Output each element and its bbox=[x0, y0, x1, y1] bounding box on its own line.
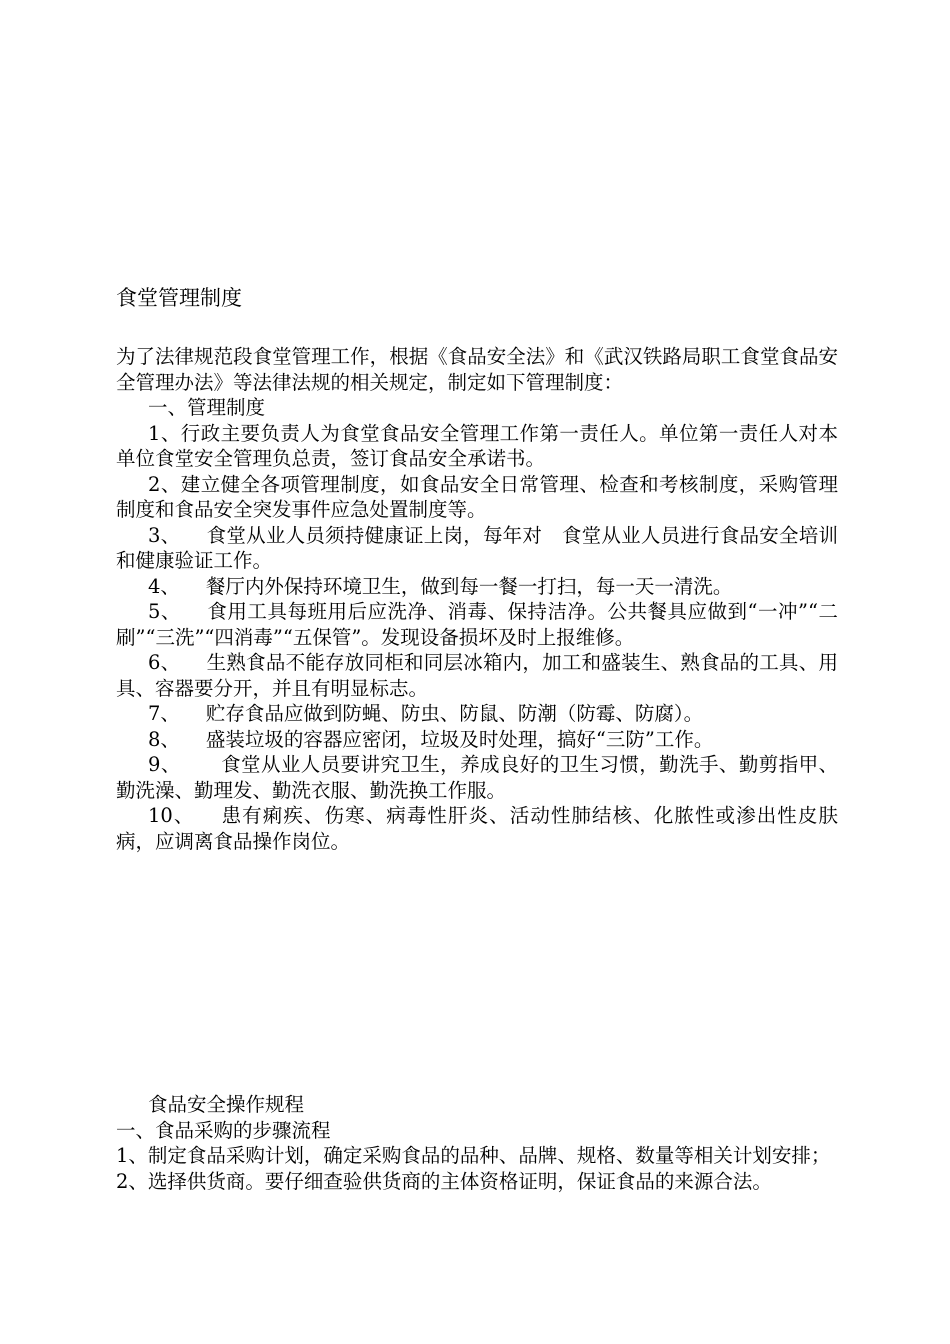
rule-text: 食堂从业人员要讲究卫生，养成良好的卫生习惯，勤洗手、勤剪指甲、勤洗澡、勤理发、勤洗衣服、勤洗换工作服。 bbox=[116, 753, 838, 802]
rule-number: 1、 bbox=[148, 421, 181, 445]
rule-number: 10、 bbox=[148, 804, 195, 827]
rule-item-1 bbox=[116, 421, 838, 472]
document-body bbox=[116, 344, 838, 854]
rule-number: 8、 bbox=[148, 727, 180, 751]
rule-text: 生熟食品不能存放同柜和同层冰箱内，加工和盛装生、熟食品的工具、用具、容器要分开，并且有明显标志。 bbox=[116, 651, 838, 700]
rule-item-3 bbox=[116, 523, 838, 574]
rule-number: 4、 bbox=[148, 574, 180, 598]
rule-number: 3、 bbox=[148, 523, 181, 547]
rule-item-8 bbox=[116, 727, 838, 753]
rule-text: 建立健全各项管理制度，如食品安全日常管理、检查和考核制度，采购管理制度和食品安全突发事件应急处置制度等。 bbox=[116, 472, 838, 521]
section-subheading: 一、食品采购的步骤流程 bbox=[116, 1118, 331, 1142]
rule-number: 7、 bbox=[148, 702, 180, 725]
rule-item-10 bbox=[116, 803, 838, 854]
rule-item-9 bbox=[116, 752, 838, 803]
rule-text: 食堂从业人员须持健康证上岗，每年对 食堂从业人员进行食品安全培训和健康验证工作。 bbox=[116, 523, 838, 572]
rule-text: 食用工具每班用后应洗净、消毒、保持洁净。公共餐具应做到“一冲”“二刷”“三洗”“四消毒”“五保管”。发现设备损坏及时上报维修。 bbox=[116, 600, 838, 649]
rule-text: 餐厅内外保持环境卫生，做到每一餐一打扫，每一天一清洗。 bbox=[205, 574, 733, 598]
rule-number: 2、 bbox=[148, 472, 181, 496]
rule-item-4 bbox=[116, 574, 838, 600]
intro-paragraph: 为了法律规范段食堂管理工作，根据《食品安全法》和《武汉铁路局职工食堂食品安全管理办法》等法律法规的相关规定，制定如下管理制度： bbox=[116, 345, 838, 394]
document-title: 食堂管理制度 bbox=[116, 286, 242, 310]
section-heading: 一、管理制度 bbox=[148, 396, 266, 419]
rule-item-6 bbox=[116, 650, 838, 701]
rule-number: 6、 bbox=[148, 651, 181, 674]
operation-procedures-section bbox=[116, 1092, 838, 1194]
rule-item-2 bbox=[116, 472, 838, 523]
procedure-step-2: 2、选择供货商。要仔细查验供货商的主体资格证明，保证食品的来源合法。 bbox=[116, 1169, 772, 1193]
rule-number: 5、 bbox=[148, 600, 181, 623]
section-title: 食品安全操作规程 bbox=[148, 1093, 305, 1116]
rule-item-5 bbox=[116, 599, 838, 650]
rule-text: 贮存食品应做到防蝇、防虫、防鼠、防潮（防霉、防腐）。 bbox=[205, 702, 704, 725]
rule-text: 盛装垃圾的容器应密闭，垃圾及时处理，搞好“三防”工作。 bbox=[205, 727, 714, 751]
rule-text: 行政主要负责人为食堂食品安全管理工作第一责任人。单位第一责任人对本单位食堂安全管理负总责，签订食品安全承诺书。 bbox=[116, 421, 838, 470]
rule-item-7 bbox=[116, 701, 838, 727]
procedure-step-1: 1、制定食品采购计划，确定采购食品的品种、品牌、规格、数量等相关计划安排； bbox=[116, 1144, 831, 1167]
rule-number: 9、 bbox=[148, 753, 181, 776]
rule-text: 患有痢疾、伤寒、病毒性肝炎、活动性肺结核、化脓性或渗出性皮肤病，应调离食品操作岗位。 bbox=[116, 804, 838, 853]
